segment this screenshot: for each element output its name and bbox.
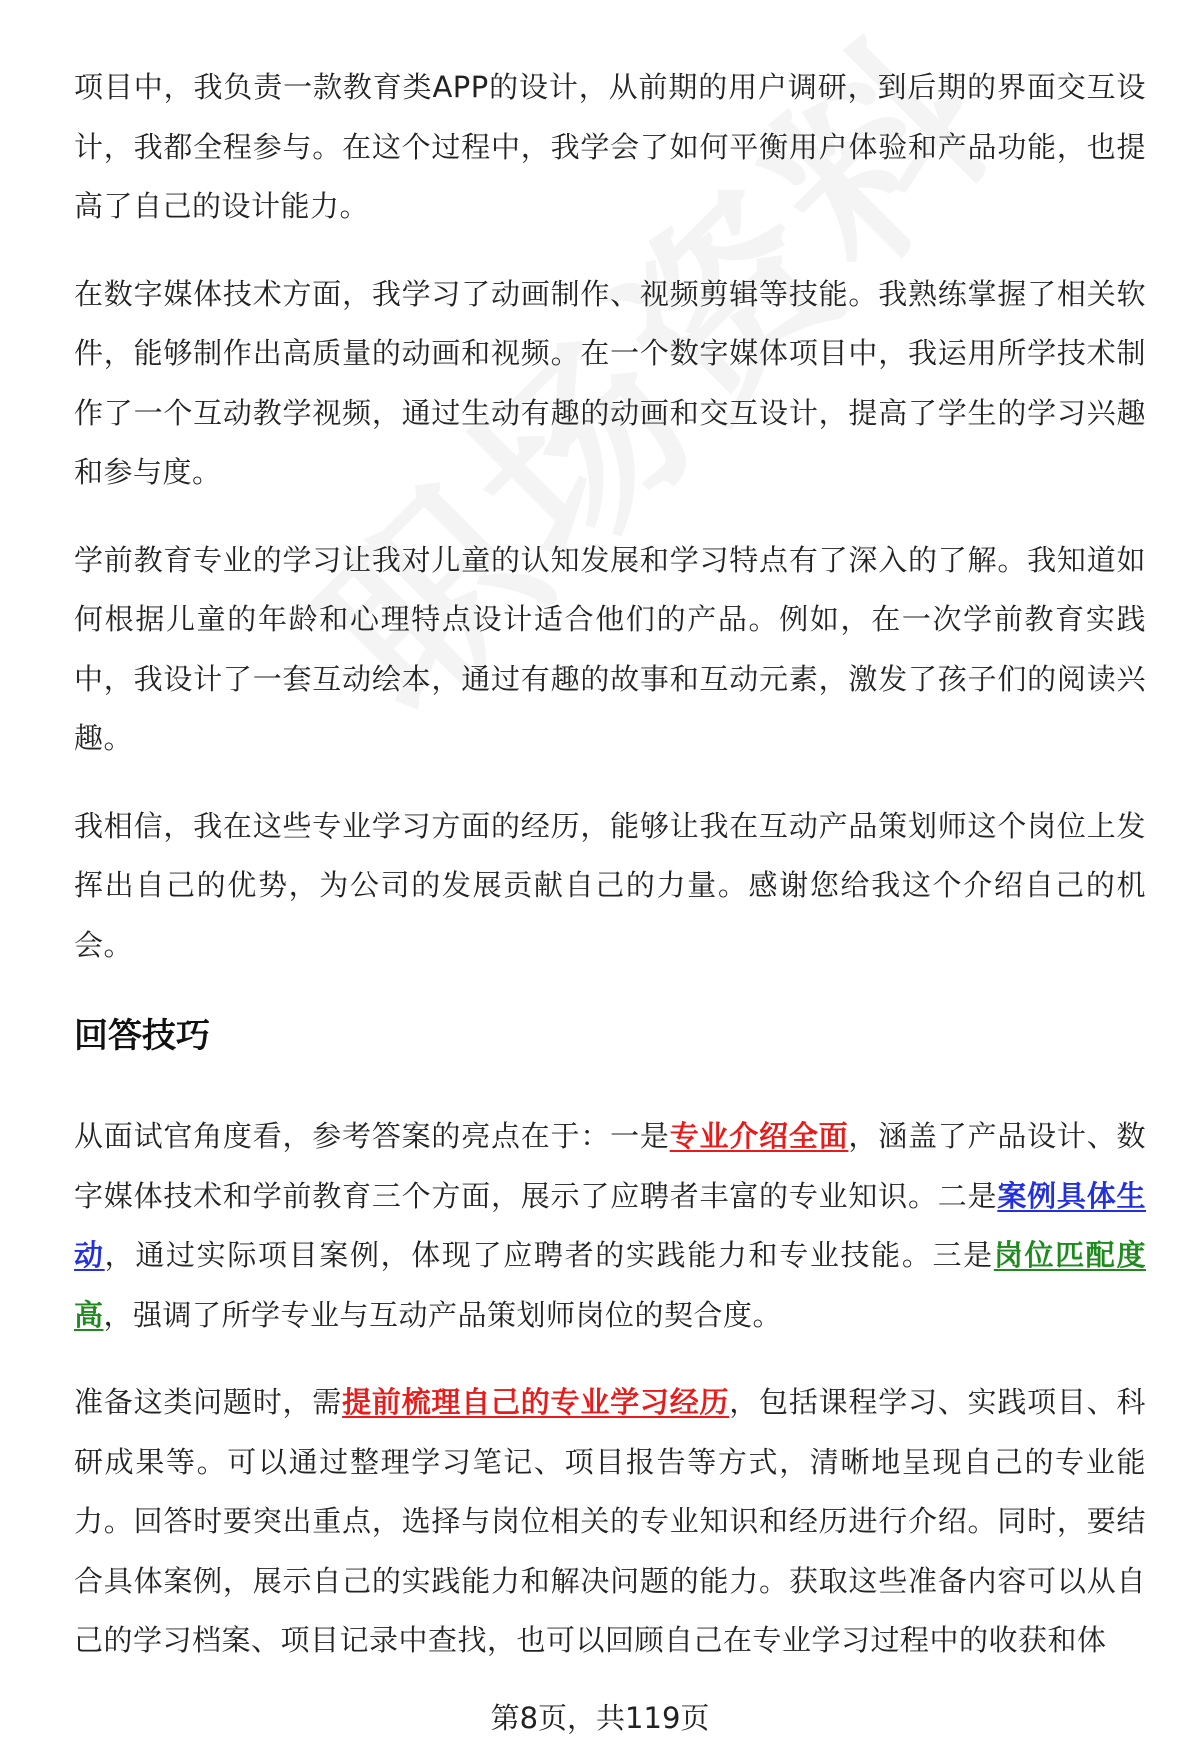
tips-text: 准备这类问题时，需	[74, 1385, 343, 1419]
highlight-vivid-cases: 案例具体生动	[74, 1178, 1146, 1272]
tips-paragraph-preparation	[74, 1373, 1146, 1671]
paragraph-conclusion: 我相信，我在这些专业学习方面的经历，能够让我在互动产品策划师这个岗位上发挥出自己的优势，为公司的发展贡献自己的力量。感谢您给我这个介绍自己的机会。	[74, 808, 1146, 962]
document-body	[74, 58, 1146, 1699]
page-number: 第8页，共119页	[490, 1701, 710, 1735]
tips-text: ，强调了所学专业与互动产品策划师岗位的契合度。	[103, 1297, 783, 1332]
paragraph-digital-media: 在数字媒体技术方面，我学习了动画制作、视频剪辑等技能。我熟练掌握了相关软件，能够制作出高质量的动画和视频。在一个数字媒体项目中，我运用所学技术制作了一个互动教学视频，通过生动有趣的动画和交互设计，提高了学生的学习兴趣和参与度。	[74, 276, 1146, 489]
section-title: 回答技巧	[74, 1016, 210, 1056]
paragraph-preschool-education: 学前教育专业的学习让我对儿童的认知发展和学习特点有了深入的了解。我知道如何根据儿童的年龄和心理特点设计适合他们的产品。例如，在一次学前教育实践中，我设计了一套互动绘本，通过有趣的故事和互动元素，激发了孩子们的阅读兴趣。	[74, 542, 1146, 755]
highlight-review-experience: 提前梳理自己的专业学习经历	[342, 1385, 730, 1419]
highlight-comprehensive: 专业介绍全面	[669, 1119, 849, 1153]
tips-text: ，涵盖了产品设计、数字媒体技术和学前教育三个方面，展示了应聘者丰富的专业知识。二是	[74, 1119, 1146, 1213]
tips-text: ，通过实际项目案例，体现了应聘者的实践能力和专业技能。三是	[104, 1238, 994, 1272]
tips-text: 从面试官角度看，参考答案的亮点在于：一是	[74, 1119, 670, 1153]
tips-text: ，包括课程学习、实践项目、科研成果等。可以通过整理学习笔记、项目报告等方式，清晰地呈现自己的专业能力。回答时要突出重点，选择与岗位相关的专业知识和经历进行介绍。同时，要结合具体案例，展示自己的实践能力和解决问题的能力。获取这些准备内容可以从自己的学习档案、项目记录中查找，也可以回顾自己在专业学习过程中的收获和体	[74, 1385, 1146, 1657]
paragraph-product-design: 项目中，我负责一款教育类APP的设计，从前期的用户调研，到后期的界面交互设计，我都全程参与。在这个过程中，我学会了如何平衡用户体验和产品功能，也提高了自己的设计能力。	[74, 70, 1146, 223]
highlight-job-match: 岗位匹配度高	[74, 1238, 1146, 1332]
tips-paragraph-highlights	[74, 1107, 1146, 1345]
